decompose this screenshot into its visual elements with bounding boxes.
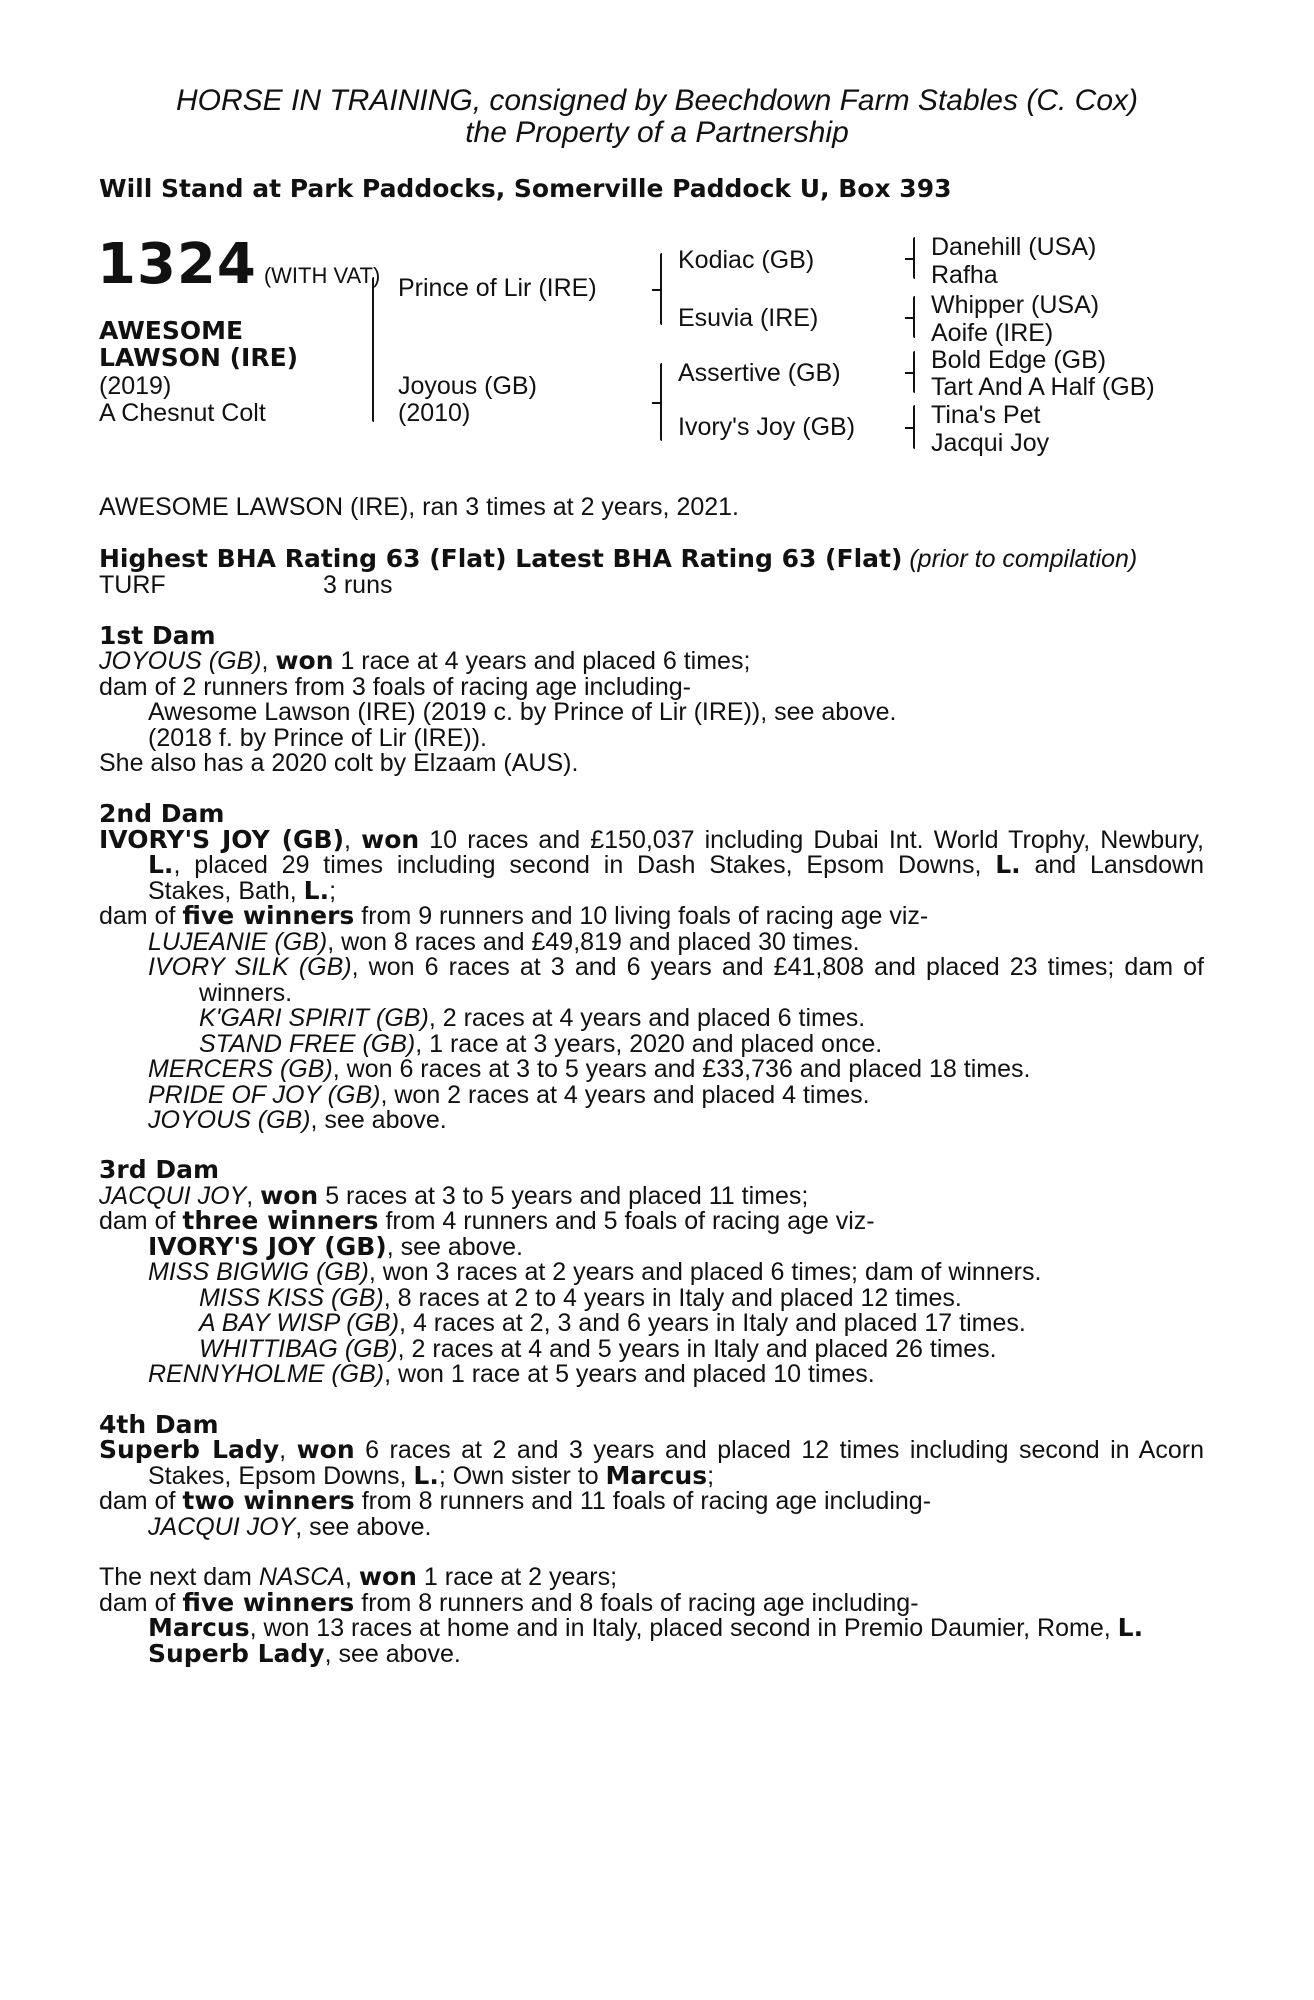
dam3-winners-count: three winners [182,1206,379,1235]
produce-record: 2 races at 4 years and placed 6 times. [442,1004,866,1032]
dam2-grandproduce: STAND FREE (GB), 1 race at 3 years, 2020 and placed once. [199,1030,883,1058]
listed-mark: L. [148,850,174,879]
dam3-line1-rest: 5 races at 3 to 5 years and placed 11 times; [325,1182,809,1210]
dam3-won: won [260,1181,319,1210]
pedigree-dam-sire: Assertive (GB) [678,359,841,387]
dam3-heading: 3rd Dam [99,1155,219,1184]
horse-foaling-year: (2019) [99,372,172,400]
dam4-line2-a: Stakes, Epsom Downs, [148,1462,407,1490]
dam4-name: Superb Lady [99,1435,280,1464]
pedigree-brace-sd [913,296,915,338]
dam3-name: JACQUI JOY [99,1182,247,1210]
dam2-line1-rest: 10 races and £150,037 including Dubai Int. World Trophy, Newbury, [429,826,1204,854]
dam2-line1: IVORY'S JOY (GB), won 10 races and £150,037 including Dubai Int. World Trophy, Newbury, [99,825,1204,854]
dam4-line3-c: from 8 runners and 11 foals of racing age including- [361,1487,932,1515]
produce-name: PRIDE OF JOY (GB) [148,1081,381,1109]
listed-mark: L. [303,876,330,905]
produce-record: 8 races at 2 to 4 years in Italy and placed 12 times. [397,1284,962,1312]
dam2-line3-text: Stakes, Bath, [148,877,297,905]
produce-record: won 6 races at 3 and 6 years and £41,808 and placed 23 times; dam of [368,953,1204,981]
dam2-name: IVORY'S JOY (GB) [99,825,345,854]
dam4-line2: Stakes, Epsom Downs, L.; Own sister to Marcus; [148,1461,715,1490]
pedigree-dds: Tina's Pet [931,401,1041,429]
produce-name: WHITTIBAG (GB) [199,1335,398,1363]
produce-record: won 1 race at 5 years and placed 10 times. [398,1360,875,1388]
produce-record: won 2 races at 4 years and placed 4 times. [394,1081,870,1109]
next-dam-won: won [358,1562,417,1591]
listed-mark: L. [1117,1613,1144,1642]
dam1-produce2: (2018 f. by Prince of Lir (IRE)). [148,724,488,752]
produce-name: MISS KISS (GB) [199,1284,384,1312]
produce-record: 2 races at 4 and 5 years in Italy and placed 26 times. [411,1335,997,1363]
pedigree-brace-dam [660,363,662,441]
dam3-produce: MISS BIGWIG (GB), won 3 races at 2 years and placed 6 times; dam of winners. [148,1258,1042,1286]
pedigree-sss: Danehill (USA) [931,233,1097,261]
dam4-produce: JACQUI JOY, see above. [148,1513,432,1541]
produce-record: see above. [324,1106,447,1134]
dam1-name: JOYOUS (GB) [99,647,262,675]
produce-name: MISS BIGWIG (GB) [148,1258,369,1286]
produce-record: 4 races at 2, 3 and 6 years in Italy and placed 17 times. [412,1309,1026,1337]
dam1-line1-rest: 1 race at 4 years and placed 6 times; [340,647,751,675]
dam2-line4-a: dam of [99,902,176,930]
pedigree-brace-ss [913,237,915,279]
bha-rating-note: (prior to compilation) [909,545,1138,573]
dam3-line1: JACQUI JOY, won 5 races at 3 to 5 years and placed 11 times; [99,1181,809,1210]
produce-name: A BAY WISP (GB) [199,1309,400,1337]
produce-name: K'GARI SPIRIT (GB) [199,1004,429,1032]
dam3-grandproduce: MISS KISS (GB), 8 races at 2 to 4 years in Italy and placed 12 times. [199,1284,962,1312]
dam2-line4 [99,903,1204,929]
pedigree-dss: Bold Edge (GB) [931,346,1107,374]
produce-record: see above. [309,1513,432,1541]
dam3-grandproduce: WHITTIBAG (GB), 2 races at 4 and 5 years in Italy and placed 26 times. [199,1335,997,1363]
dam1-won: won [275,646,334,675]
dam2-line4-c: from 9 runners and 10 living foals of racing age viz- [361,902,929,930]
race-summary: AWESOME LAWSON (IRE), ran 3 times at 2 years, 2021. [99,493,740,521]
dam2-produce: PRIDE OF JOY (GB), won 2 races at 4 years and placed 4 times. [148,1081,870,1109]
dam2-line2-end: and Lansdown [1034,851,1205,879]
next-dam-line2-c: from 8 runners and 8 foals of racing age including- [361,1589,919,1617]
dam2-line2: L., placed 29 times including second in Dash Stakes, Epsom Downs, L. and Lansdown [148,850,1205,879]
lot-number: 1324 [97,232,257,297]
pedigree-ddd: Jacqui Joy [931,429,1050,457]
pedigree-brace-sire [660,253,662,325]
pedigree-ssd: Rafha [931,261,998,289]
pedigree-brace-dd [913,405,915,449]
consignment-title: HORSE IN TRAINING, consigned by Beechdown Farm Stables (C. Cox) [176,84,1138,117]
horse-name-line1: AWESOME [99,316,244,345]
dam2-heading: 2nd Dam [99,799,225,828]
dam2-produce: MERCERS (GB), won 6 races at 3 to 5 years and £33,736 and placed 18 times. [148,1055,1031,1083]
next-dam-line2-a: dam of [99,1589,176,1617]
dam4-line2-c: ; Own sister to [438,1462,599,1490]
dam4-heading: 4th Dam [99,1410,219,1439]
produce-record: won 13 races at home and in Italy, placed second in Premio Daumier, Rome, [263,1614,1111,1642]
dam3-grandproduce: A BAY WISP (GB), 4 races at 2, 3 and 6 years in Italy and placed 17 times. [199,1309,1026,1337]
dam4-line1-rest: 6 races at 2 and 3 years and placed 12 times including second in Acorn [365,1436,1204,1464]
listed-mark: L. [413,1461,439,1490]
dam4-line3 [99,1488,1204,1514]
produce-record: won 3 races at 2 years and placed 6 times; dam of winners. [382,1258,1042,1286]
next-dam-produce: Superb Lady, see above. [148,1639,461,1668]
dam3-line2 [99,1208,1204,1234]
dam3-line2-c: from 4 runners and 5 foals of racing age viz- [385,1207,875,1235]
produce-record: won 6 races at 3 to 5 years and £33,736 and placed 18 times. [346,1055,1031,1083]
horse-description: A Chesnut Colt [99,399,266,427]
produce-name: RENNYHOLME (GB) [148,1360,385,1388]
dam2-produce: JOYOUS (GB), see above. [148,1106,447,1134]
next-dam-produce: Marcus, won 13 races at home and in Italy, placed second in Premio Daumier, Rome, L. [148,1613,1144,1642]
produce-record: 1 race at 3 years, 2020 and placed once. [429,1030,883,1058]
dam4-line1: Superb Lady, won 6 races at 2 and 3 years and placed 12 times including second in Acorn [99,1435,1204,1464]
pedigree-sds: Whipper (USA) [931,291,1100,319]
produce-name: Marcus [148,1613,250,1642]
produce-name: STAND FREE (GB) [199,1030,416,1058]
dam1-line1: JOYOUS (GB), won 1 race at 4 years and placed 6 times; [99,646,751,675]
pedigree-brace-ds [913,351,915,393]
produce-record: won 8 races and £49,819 and placed 30 times. [341,928,860,956]
dam2-winners-count: five winners [182,901,355,930]
dam1-heading: 1st Dam [99,621,216,650]
next-dam-line1: The next dam NASCA, won 1 race at 2 years; [99,1562,618,1591]
dam4-won: won [296,1435,355,1464]
produce-record: see above. [338,1640,461,1668]
property-subtitle: the Property of a Partnership [465,116,849,149]
next-dam-name: NASCA [258,1563,345,1591]
pedigree-dsd: Tart And A Half (GB) [931,373,1155,401]
produce-name: IVORY SILK (GB) [148,953,352,981]
produce-name: LUJEANIE (GB) [148,928,328,956]
stand-location: Will Stand at Park Paddocks, Somerville Paddock U, Box 393 [99,174,952,203]
dam4-sibling: Marcus [605,1461,708,1490]
produce-name: MERCERS (GB) [148,1055,333,1083]
produce-record: see above. [400,1233,523,1261]
produce-name: JACQUI JOY [148,1513,296,1541]
lot-block [97,232,381,297]
next-dam-line2 [99,1590,1204,1616]
next-dam-winners-count: five winners [182,1588,355,1617]
pedigree-brace-main [372,277,374,422]
dam2-produce: IVORY SILK (GB), won 6 races at 3 and 6 years and £41,808 and placed 23 times; dam of [148,953,1204,981]
dam2-grandproduce: K'GARI SPIRIT (GB), 2 races at 4 years and placed 6 times. [199,1004,866,1032]
dam1-produce1: Awesome Lawson (IRE) (2019 c. by Prince of Lir (IRE)), see above. [148,698,897,726]
bha-rating-text: Highest BHA Rating 63 (Flat) Latest BHA Rating 63 (Flat) [99,544,903,573]
pedigree-sire-dam: Esuvia (IRE) [678,304,819,332]
pedigree-dam-dam: Ivory's Joy (GB) [678,413,856,441]
pedigree-dam: Joyous (GB) [398,372,537,400]
pedigree-sire: Prince of Lir (IRE) [398,274,597,302]
surface-label: TURF [99,571,166,599]
dam2-won: won [361,825,420,854]
dam3-produce: IVORY'S JOY (GB), see above. [148,1232,523,1261]
produce-name: IVORY'S JOY (GB) [148,1232,387,1261]
pedigree-sdd: Aoife (IRE) [931,319,1054,347]
listed-mark: L. [995,850,1021,879]
dam2-produce-cont: winners. [199,979,293,1007]
produce-name: Superb Lady [148,1639,325,1668]
pedigree-sire-sire: Kodiac (GB) [678,246,815,274]
produce-name: JOYOUS (GB) [148,1106,311,1134]
dam1-line5: She also has a 2020 colt by Elzaam (AUS). [99,749,579,777]
pedigree-dam-year: (2010) [398,399,471,427]
dam3-produce: RENNYHOLME (GB), won 1 race at 5 years and placed 10 times. [148,1360,875,1388]
horse-name-line2: LAWSON (IRE) [99,343,299,372]
bha-rating [99,546,1204,572]
dam3-line2-a: dam of [99,1207,176,1235]
dam2-line2-text: placed 29 times including second in Dash Stakes, Epsom Downs, [194,851,982,879]
dam4-line3-a: dam of [99,1487,176,1515]
dam1-line2: dam of 2 runners from 3 foals of racing age including- [99,673,691,701]
vat-label: (WITH VAT) [263,263,381,288]
next-dam-intro: The next dam [99,1563,252,1591]
next-dam-record: 1 race at 2 years; [423,1563,618,1591]
dam2-produce: LUJEANIE (GB), won 8 races and £49,819 and placed 30 times. [148,928,860,956]
surface-runs: 3 runs [323,571,393,599]
dam4-winners-count: two winners [182,1486,355,1515]
dam2-line3: Stakes, Bath, L.; [148,876,337,905]
